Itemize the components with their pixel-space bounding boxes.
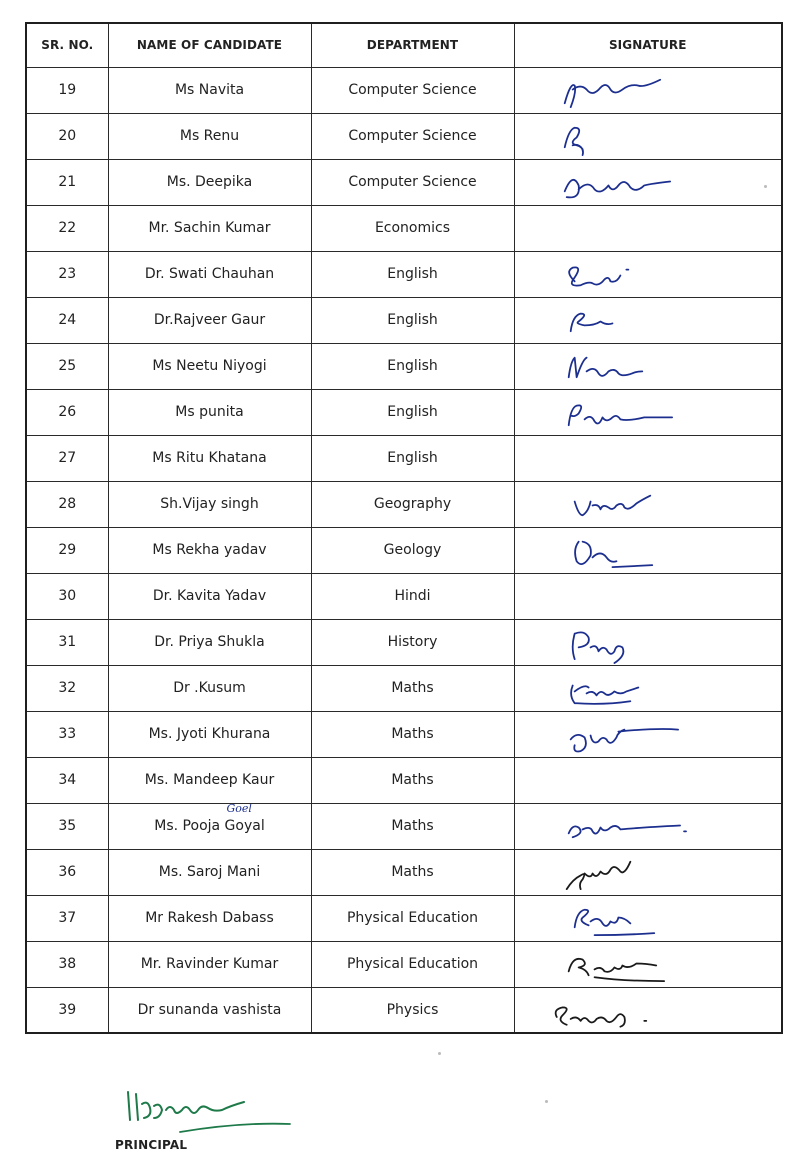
candidate-name-cell: Mr. Sachin Kumar bbox=[108, 205, 311, 251]
handwritten-signature bbox=[515, 68, 782, 113]
handwritten-signature bbox=[515, 390, 782, 435]
handwritten-signature bbox=[515, 942, 782, 987]
table-row bbox=[26, 987, 782, 1033]
sr-no-cell: 34 bbox=[26, 757, 108, 803]
sr-no-cell: 36 bbox=[26, 849, 108, 895]
candidate-name-cell: Ms. Mandeep Kaur bbox=[108, 757, 311, 803]
candidate-name-cell: Dr. Swati Chauhan bbox=[108, 251, 311, 297]
sr-no-cell: 22 bbox=[26, 205, 108, 251]
sr-no-cell: 33 bbox=[26, 711, 108, 757]
sr-no-cell: 28 bbox=[26, 481, 108, 527]
signature-cell bbox=[514, 527, 782, 573]
candidate-name-cell: Ms Navita bbox=[108, 67, 311, 113]
candidate-name-cell: Dr.Rajveer Gaur bbox=[108, 297, 311, 343]
handwritten-signature bbox=[515, 344, 782, 389]
header-signature: SIGNATURE bbox=[514, 23, 782, 67]
candidate-name-cell: Ms. Jyoti Khurana bbox=[108, 711, 311, 757]
handwritten-annotation: Goel bbox=[226, 803, 252, 815]
candidate-name-cell: Ms. Saroj Mani bbox=[108, 849, 311, 895]
table-row bbox=[26, 711, 782, 757]
handwritten-signature bbox=[515, 712, 782, 757]
department-cell: Maths bbox=[311, 711, 514, 757]
candidate-name-cell: Ms Ritu Khatana bbox=[108, 435, 311, 481]
table-row bbox=[26, 389, 782, 435]
table-row bbox=[26, 205, 782, 251]
signature-cell bbox=[514, 251, 782, 297]
signature-cell bbox=[514, 67, 782, 113]
candidate-name-cell: Dr .Kusum bbox=[108, 665, 311, 711]
department-cell: English bbox=[311, 297, 514, 343]
handwritten-signature bbox=[515, 850, 782, 895]
signature-cell bbox=[514, 987, 782, 1033]
principal-signature bbox=[110, 1080, 300, 1140]
handwritten-signature bbox=[515, 252, 782, 297]
department-cell: Computer Science bbox=[311, 113, 514, 159]
signature-cell bbox=[514, 573, 782, 619]
department-cell: History bbox=[311, 619, 514, 665]
department-cell: Physics bbox=[311, 987, 514, 1033]
signature-cell bbox=[514, 757, 782, 803]
header-sr-no: SR. NO. bbox=[26, 23, 108, 67]
signature-cell bbox=[514, 435, 782, 481]
sr-no-cell: 31 bbox=[26, 619, 108, 665]
candidate-name-cell: Ms. Deepika bbox=[108, 159, 311, 205]
table-row bbox=[26, 113, 782, 159]
sr-no-cell: 24 bbox=[26, 297, 108, 343]
sr-no-cell: 37 bbox=[26, 895, 108, 941]
table-row bbox=[26, 849, 782, 895]
attendance-table bbox=[25, 22, 783, 1034]
sr-no-cell: 39 bbox=[26, 987, 108, 1033]
department-cell: Physical Education bbox=[311, 895, 514, 941]
handwritten-signature bbox=[515, 528, 782, 573]
signature-cell bbox=[514, 619, 782, 665]
candidate-name-cell: Mr. Ravinder Kumar bbox=[108, 941, 311, 987]
signature-cell bbox=[514, 389, 782, 435]
signature-cell bbox=[514, 665, 782, 711]
table-row bbox=[26, 67, 782, 113]
department-cell: Computer Science bbox=[311, 159, 514, 205]
handwritten-signature bbox=[515, 114, 782, 159]
department-cell: Maths bbox=[311, 803, 514, 849]
table-row bbox=[26, 941, 782, 987]
header-name-of-candidate: NAME OF CANDIDATE bbox=[108, 23, 311, 67]
handwritten-signature bbox=[515, 620, 782, 665]
department-cell: English bbox=[311, 389, 514, 435]
sr-no-cell: 23 bbox=[26, 251, 108, 297]
department-cell: English bbox=[311, 435, 514, 481]
table-row bbox=[26, 573, 782, 619]
department-cell: English bbox=[311, 343, 514, 389]
department-cell: Physical Education bbox=[311, 941, 514, 987]
candidate-name-cell: Sh.Vijay singh bbox=[108, 481, 311, 527]
signature-cell bbox=[514, 205, 782, 251]
department-cell: Computer Science bbox=[311, 67, 514, 113]
candidate-name-cell: Ms Renu bbox=[108, 113, 311, 159]
signature-cell bbox=[514, 803, 782, 849]
handwritten-signature bbox=[515, 666, 782, 711]
candidate-name-cell: Dr sunanda vashista bbox=[108, 987, 311, 1033]
table-row bbox=[26, 159, 782, 205]
department-cell: Geology bbox=[311, 527, 514, 573]
handwritten-signature bbox=[515, 160, 782, 205]
principal-label: PRINCIPAL bbox=[115, 1138, 188, 1152]
candidate-name-text: Ms. Pooja Goyal bbox=[154, 818, 265, 834]
signature-cell bbox=[514, 895, 782, 941]
department-cell: Maths bbox=[311, 849, 514, 895]
speck bbox=[545, 1100, 548, 1103]
candidate-name-cell: Ms Neetu Niyogi bbox=[108, 343, 311, 389]
table-row bbox=[26, 297, 782, 343]
table-row bbox=[26, 757, 782, 803]
table-header-row bbox=[26, 23, 782, 67]
signature-cell bbox=[514, 941, 782, 987]
candidate-name-cell: Dr. Kavita Yadav bbox=[108, 573, 311, 619]
handwritten-signature bbox=[515, 896, 782, 941]
signature-cell bbox=[514, 113, 782, 159]
candidate-name-cell: Ms punita bbox=[108, 389, 311, 435]
speck bbox=[764, 185, 767, 188]
table-row bbox=[26, 803, 782, 849]
signature-cell bbox=[514, 297, 782, 343]
table-row bbox=[26, 343, 782, 389]
table-row bbox=[26, 527, 782, 573]
sr-no-cell: 21 bbox=[26, 159, 108, 205]
department-cell: Maths bbox=[311, 665, 514, 711]
sr-no-cell: 20 bbox=[26, 113, 108, 159]
department-cell: Maths bbox=[311, 757, 514, 803]
signature-cell bbox=[514, 711, 782, 757]
handwritten-signature bbox=[515, 298, 782, 343]
handwritten-signature bbox=[515, 482, 782, 527]
table-body bbox=[26, 67, 782, 1033]
candidate-name-cell: Ms Rekha yadav bbox=[108, 527, 311, 573]
sr-no-cell: 25 bbox=[26, 343, 108, 389]
signature-cell bbox=[514, 481, 782, 527]
table-row bbox=[26, 665, 782, 711]
table-row bbox=[26, 251, 782, 297]
signature-cell bbox=[514, 849, 782, 895]
header-department: DEPARTMENT bbox=[311, 23, 514, 67]
candidate-name-cell: Dr. Priya Shukla bbox=[108, 619, 311, 665]
signature-cell bbox=[514, 159, 782, 205]
candidate-name-cell bbox=[108, 803, 311, 849]
table-row bbox=[26, 895, 782, 941]
sr-no-cell: 30 bbox=[26, 573, 108, 619]
department-cell: Geography bbox=[311, 481, 514, 527]
sr-no-cell: 35 bbox=[26, 803, 108, 849]
sr-no-cell: 32 bbox=[26, 665, 108, 711]
department-cell: Economics bbox=[311, 205, 514, 251]
sr-no-cell: 27 bbox=[26, 435, 108, 481]
table-row bbox=[26, 481, 782, 527]
table-row bbox=[26, 619, 782, 665]
candidate-name-cell: Mr Rakesh Dabass bbox=[108, 895, 311, 941]
signature-cell bbox=[514, 343, 782, 389]
sr-no-cell: 26 bbox=[26, 389, 108, 435]
sr-no-cell: 38 bbox=[26, 941, 108, 987]
handwritten-signature bbox=[515, 804, 782, 849]
department-cell: English bbox=[311, 251, 514, 297]
department-cell: Hindi bbox=[311, 573, 514, 619]
sr-no-cell: 29 bbox=[26, 527, 108, 573]
sr-no-cell: 19 bbox=[26, 67, 108, 113]
handwritten-signature bbox=[515, 988, 782, 1033]
speck bbox=[438, 1052, 441, 1055]
table-row bbox=[26, 435, 782, 481]
